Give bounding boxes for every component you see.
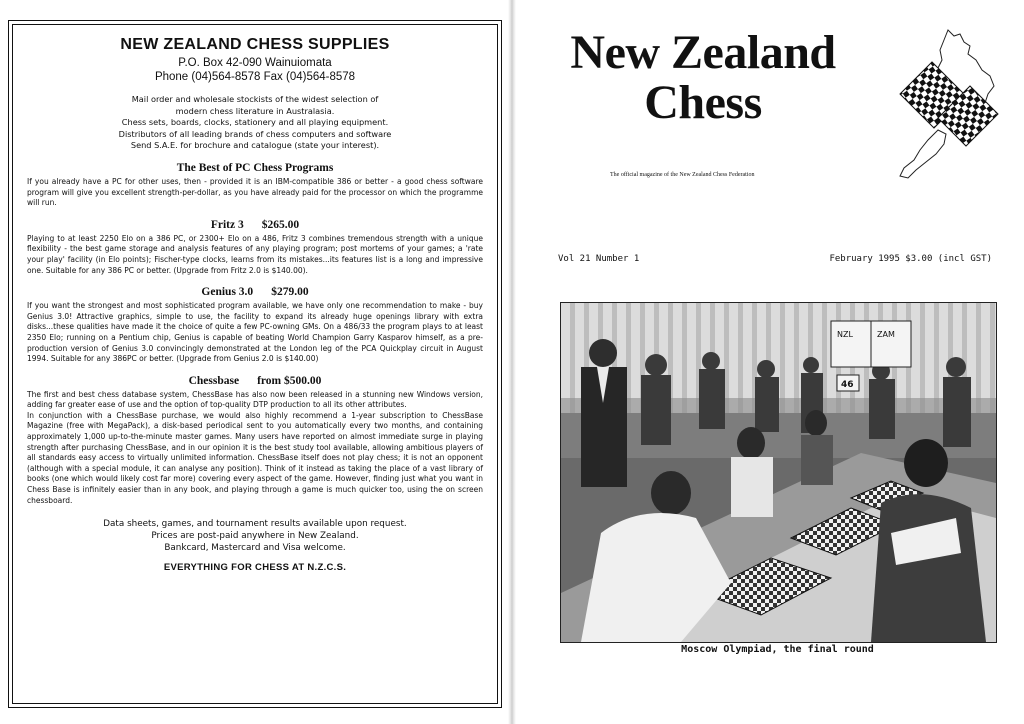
section-paragraph: Playing to at least 2250 Elo on a 386 PC, or 2300+ Elo on a 486, Fritz 3 combines tremendous strength with a unique flexibility - the best game storage and analysis features of any playing program; post mortems of your games; a 'rate your play' facility (in Elo points); Fischer-type clocks, learns from its mistakes...its features list is a long and impressive one. Suitable for any 386 PC or better. (Upgrade from Fritz 2.0 is $140.00). xyxy=(27,233,483,275)
section-paragraph: If you want the strongest and most sophisticated program available, we have only one recommendation to make - buy Genius 3.0! Attractive graphics, simple to use, the facility to expand its already huge openings library with extra disks...these qualities have made it the choice of quite a few PC-owning GMs. On a 486/33 the program plays to at least 2350 Elo; running on a Pentium chip, Genius is capable of beating World Champion Garry Kasparov himself, as a pre-production version of Genius 3.0 convincingly demonstrated at the London leg of the PCA Quickplay circuit in August 1994. Suitable for any 386PC or better. (Upgrade from Genius 2.0 is $140.00) xyxy=(27,301,483,364)
cover-photo xyxy=(560,302,997,643)
ad-footer xyxy=(27,518,483,554)
photo-sign-left: NZL xyxy=(837,330,853,339)
photo-table-number: 46 xyxy=(841,380,854,390)
ad-footer-line: Prices are post-paid anywhere in New Zealand. xyxy=(151,531,359,542)
ad-section-pc-programs xyxy=(27,161,483,209)
chess-supplies-advertisement xyxy=(12,24,498,704)
section-paragraph: In conjunction with a ChessBase purchase, we would also highly recommend a 1-year subscription to ChessBase Magazine (free with MegaPack), a disk-based periodical sent to you automatically every two months, and containing approximately 1,000 up-to-the-minute master games. Many users have reported on almost immediate surge in playing strength after purchasing ChessBase, and in our opinion it is the best study tool available, allowing ambitious players of all standards easy access to virtually unlimited information. ChessBase itself does not play chess; it is not an opponent (although with a special module, it can analyse any position). Think of it instead as taking the place of a vast library of books (one which would likely cost far more) covering every aspect of the game. However, finding just what you want in Chess Base is infinitely easier than in any book, and playing through a game is much quicker too, using the on screen chessboard. xyxy=(27,410,483,505)
masthead-line-2: Chess xyxy=(644,76,762,129)
section-title-text: The Best of PC Chess Programs xyxy=(176,161,334,174)
section-body xyxy=(27,234,483,276)
section-paragraph: The first and best chess database system, ChessBase has also now been released in a stunning new Windows version, adding far greater ease of use and the option of top-quality DTP production to all its other attributes. xyxy=(27,389,483,410)
ad-intro-line: Mail order and wholesale stockists of the widest selection of xyxy=(131,94,379,104)
ad-intro-line: Distributors of all leading brands of chess computers and software xyxy=(118,128,392,139)
ad-header xyxy=(27,35,483,84)
ad-section-chessbase xyxy=(27,374,483,507)
photo-sign-right: ZAM xyxy=(877,330,895,339)
section-price: $279.00 xyxy=(271,286,309,299)
section-title xyxy=(27,161,483,175)
masthead-line-1: New Zealand xyxy=(570,26,836,79)
section-title xyxy=(27,218,483,232)
ad-phone-fax: Phone (04)564-8578 Fax (04)564-8578 xyxy=(154,71,356,83)
photo-caption-text: Moscow Olympiad, the final round xyxy=(681,644,874,655)
cover-tagline: The official magazine of the New Zealand Chess Federation xyxy=(610,172,755,178)
section-price: from $500.00 xyxy=(257,374,322,387)
page-gutter xyxy=(508,0,516,724)
ad-company-name: NEW ZEALAND CHESS SUPPLIES xyxy=(120,36,390,53)
ad-intro xyxy=(27,94,483,152)
ad-intro-line: modern chess literature in Australasia. xyxy=(175,105,335,116)
section-body xyxy=(27,177,483,209)
section-paragraph: If you already have a PC for other uses, then - provided it is an IBM-compatible 386 or better - a good chess software program will give you excellent strength-per-dollar, as you have already paid for the processor on which the programme will run. xyxy=(27,176,483,208)
ad-section-genius xyxy=(27,285,483,365)
section-title xyxy=(27,285,483,299)
ad-intro-line: Chess sets, boards, clocks, stationery and all playing equipment. xyxy=(121,117,389,128)
section-title-text: Genius 3.0 xyxy=(201,286,254,299)
masthead-title xyxy=(518,28,888,128)
ad-footer-line: Data sheets, games, and tournament results available upon request. xyxy=(103,519,407,530)
photo-caption xyxy=(560,644,995,655)
ad-po-box: P.O. Box 42-090 Wainuiomata xyxy=(178,57,332,69)
issue-date-price: February 1995 $3.00 (incl GST) xyxy=(829,254,992,264)
section-title xyxy=(27,374,483,388)
ad-footer-line: Bankcard, Mastercard and Visa welcome. xyxy=(164,543,346,554)
section-price: $265.00 xyxy=(261,218,300,231)
section-title-text: Chessbase xyxy=(188,374,240,387)
issue-volume: Vol 21 Number 1 xyxy=(558,254,640,264)
section-body xyxy=(27,390,483,507)
ad-intro-line: Send S.A.E. for brochure and catalogue (state your interest). xyxy=(130,140,380,151)
nz-map-chessboard-logo-icon xyxy=(886,26,1006,186)
section-body xyxy=(27,301,483,365)
magazine-cover xyxy=(518,0,1024,724)
ad-section-fritz xyxy=(27,218,483,276)
ad-tagline: EVERYTHING FOR CHESS AT N.Z.C.S. xyxy=(163,562,347,574)
section-title-text: Fritz 3 xyxy=(210,218,244,231)
chess-olympiad-photo-illustration xyxy=(561,303,996,642)
